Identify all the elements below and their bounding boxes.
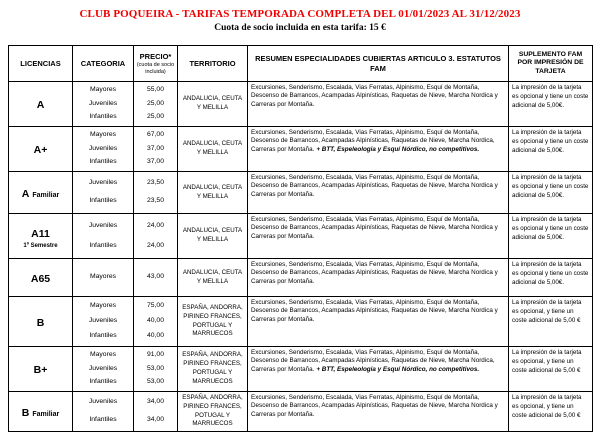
suplemento-cell: La impresión de la tarjeta es opcional y tiene un coste adicional de 5,00€. — [509, 82, 593, 127]
categoria-cell — [73, 82, 134, 127]
categoria-value: Infantiles — [89, 415, 117, 423]
categoria-cell — [73, 297, 134, 347]
precio-cell — [134, 347, 178, 392]
categoria-value: Infantiles — [89, 112, 117, 120]
precio-cell — [134, 172, 178, 214]
licencia-sublabel: Familiar — [32, 191, 60, 199]
territorio-cell: ANDALUCIA, CEUTA Y MELILLA — [178, 259, 248, 297]
precio-cell — [134, 297, 178, 347]
categoria-value: Juveniles — [88, 221, 118, 229]
categoria-value: Juveniles — [88, 99, 118, 107]
categoria-cell — [73, 347, 134, 392]
resumen-text: Excursiones, Senderismo, Escalada, Vias Ferratas, Alpinismo, Esquí de Montaña, Descenso de Barrancos, Acampadas Alpinísticas, Raquetas de Nieve, Marcha Nordica y Carreras por Montaña. — [251, 261, 498, 285]
col-header-licencias: LICENCIAS — [9, 46, 73, 82]
precio-value: 23,50 — [146, 178, 164, 186]
categoria-cell — [73, 214, 134, 259]
categoria-value: Juveniles — [88, 178, 118, 186]
precio-stack — [134, 261, 177, 294]
categoria-value: Juveniles — [88, 144, 118, 152]
categoria-cell — [73, 259, 134, 297]
categoria-value: Mayores — [89, 131, 117, 139]
territorio-cell: ESPAÑA, ANDORRA, PIRINEO FRANCES, PORTUGAL Y MARRUECOS — [178, 297, 248, 347]
precio-cell — [134, 259, 178, 297]
categoria-value: Infantiles — [89, 241, 117, 249]
territorio-cell: ANDALUCIA, CEUTA Y MELILLA — [178, 82, 248, 127]
resumen-cell — [248, 297, 509, 347]
precio-value: 24,00 — [146, 241, 164, 249]
resumen-text: Excursiones, Senderismo, Escalada, Vias Ferratas, Alpinismo, Esquí de Montaña, Descenso de Barrancos, Acampadas Alpinísticas, Raquetas de Nieve, Marcha Nordica y Carreras por Montaña. — [251, 299, 498, 323]
table-row — [9, 172, 593, 214]
precio-cell — [134, 214, 178, 259]
precio-value: 53,00 — [146, 364, 164, 372]
suplemento-cell: La impresión de la tarjeta es opcional y tiene un coste adicional de 5,00€. — [509, 172, 593, 214]
categoria-cell — [73, 172, 134, 214]
precio-header-note: (cuota de socio incluida) — [136, 62, 175, 75]
territorio-cell: ESPAÑA, ANDORRA, PIRINEO FRANCES, PORTUGAL Y MARRUECOS — [178, 347, 248, 392]
licencia-period-label: 1º Semestre — [23, 242, 58, 249]
categoria-value: Infantiles — [89, 157, 117, 165]
resumen-cell — [248, 392, 509, 432]
precio-value: 40,00 — [146, 332, 164, 340]
col-header-resumen: RESUMEN ESPECIALIDADES CUBIERTAS ARTICULO 3. ESTATUTOS FAM — [248, 46, 509, 82]
precio-stack — [134, 84, 177, 124]
resumen-text: Excursiones, Senderismo, Escalada, Vias Ferratas, Alpinismo, Esquí de Montaña, Descenso de Barrancos, Acampadas Alpinísticas, Raquetas de Nieve, Marcha Nordica y Carreras por Montaña. — [251, 84, 498, 108]
tariff-table — [8, 45, 593, 432]
precio-value: 25,00 — [146, 99, 164, 107]
licencia-sublabel: Familiar — [32, 410, 60, 418]
categoria-stack — [73, 299, 133, 344]
precio-stack — [134, 349, 177, 389]
precio-value: 23,50 — [146, 197, 164, 205]
precio-stack — [134, 299, 177, 344]
precio-value: 25,00 — [146, 112, 164, 120]
table-header-row — [9, 46, 593, 82]
table-row — [9, 392, 593, 432]
territorio-cell: ESPAÑA, ANDORRA, PIRINEO FRANCES, POTUGAL Y MARRUECOS — [178, 392, 248, 432]
precio-stack — [134, 129, 177, 169]
resumen-extra-text: + BTT, Espeleologia y Esquí Nórdico, no competitivos. — [316, 145, 480, 153]
resumen-text: Excursiones, Senderismo, Escalada, Vias Ferratas, Alpinismo, Esquí de Montaña, Descenso de Barrancos, Acampadas Alpinísticas, Raquetas de Nieve, Marcha Nordica, Carreras por Montaña. — [251, 349, 495, 373]
resumen-cell — [248, 127, 509, 172]
resumen-text: Excursiones, Senderismo, Escalada, Vias Ferratas, Alpinismo, Esquí de Montaña, Descenso de Barrancos, Acampadas Alpinísticas, Raquetas de Nieve, Marcha Nordica y Carreras por Montaña. — [251, 174, 498, 198]
licencia-cell — [9, 127, 73, 172]
precio-stack — [134, 174, 177, 211]
precio-value: 40,00 — [146, 317, 164, 325]
resumen-cell — [248, 347, 509, 392]
categoria-value: Juveniles — [88, 317, 118, 325]
licencia-cell — [9, 214, 73, 259]
categoria-stack — [73, 349, 133, 389]
territorio-cell: ANDALUCIA, CEUTA Y MELILLA — [178, 172, 248, 214]
precio-value: 37,00 — [146, 144, 164, 152]
categoria-stack — [73, 261, 133, 294]
licencia-label: A65 — [30, 272, 51, 285]
categoria-value: Infantiles — [89, 332, 117, 340]
categoria-value: Juveniles — [88, 364, 118, 372]
licencia-label: B — [21, 406, 30, 419]
precio-value: 34,00 — [146, 415, 164, 423]
precio-value: 67,00 — [146, 131, 164, 139]
table-row — [9, 347, 593, 392]
licencia-label: B+ — [33, 364, 48, 376]
precio-cell — [134, 82, 178, 127]
categoria-value: Infantiles — [89, 377, 117, 385]
suplemento-cell: La impresión de la tarjeta es opcional, y tiene un coste adicional de 5,00 € — [509, 347, 593, 392]
suplemento-cell: La impresión de la tarjeta es opcional y tiene un coste adicional de 5,00€. — [509, 214, 593, 259]
precio-value: 24,00 — [146, 221, 164, 229]
categoria-value: Mayores — [89, 351, 117, 359]
categoria-value: Mayores — [89, 86, 117, 94]
col-header-categoria: CATEGORIA — [73, 46, 134, 82]
precio-value: 75,00 — [146, 302, 164, 310]
categoria-stack — [73, 129, 133, 169]
categoria-value: Infantiles — [89, 197, 117, 205]
licencia-cell — [9, 172, 73, 214]
licencia-label: A11 — [31, 227, 50, 240]
licencia-label: A — [21, 187, 30, 200]
precio-value: 55,00 — [146, 86, 164, 94]
categoria-stack — [73, 216, 133, 256]
resumen-text: Excursiones, Senderismo, Escalada, Vias Ferratas, Alpinismo, Esquí de Montaña, Descenso de Barrancos, Acampadas Alpinísticas, Raquetas de Nieve, Marcha Nordica, Carreras por Montaña. — [251, 129, 495, 153]
table-row — [9, 127, 593, 172]
precio-cell — [134, 127, 178, 172]
precio-value: 53,00 — [146, 377, 164, 385]
resumen-text: Excursiones, Senderismo, Escalada, Vias Ferratas, Alpinismo, Esquí de Montaña, Descenso de Barrancos, Acampadas Alpinísticas, Raquetas de Nieve, Marcha Nordica y Carreras por Montaña. — [251, 216, 498, 240]
categoria-cell — [73, 127, 134, 172]
territorio-cell: ANDALUCIA, CEUTA Y MELILLA — [178, 127, 248, 172]
col-header-precio — [134, 46, 178, 82]
licencia-label: A+ — [33, 144, 48, 156]
table-row — [9, 214, 593, 259]
precio-cell — [134, 392, 178, 432]
categoria-cell — [73, 392, 134, 432]
table-row — [9, 82, 593, 127]
document-title: CLUB POQUEIRA - TARIFAS TEMPORADA COMPLETA DEL 01/01/2023 AL 31/12/2023 — [79, 8, 521, 20]
col-header-suplemento: SUPLEMENTO FAM POR IMPRESIÓN DE TARJETA — [509, 46, 593, 82]
table-row — [9, 297, 593, 347]
resumen-cell — [248, 172, 509, 214]
licencia-cell — [9, 347, 73, 392]
precio-value: 37,00 — [146, 157, 164, 165]
licencia-cell — [9, 392, 73, 432]
table-row — [9, 259, 593, 297]
precio-header-label: PRECIO* — [139, 51, 172, 61]
categoria-stack — [73, 174, 133, 211]
precio-value: 91,00 — [146, 351, 164, 359]
licencia-label: A — [36, 99, 45, 111]
categoria-stack — [73, 84, 133, 124]
categoria-value: Juveniles — [88, 398, 118, 406]
licencia-label: B — [36, 316, 45, 329]
resumen-extra-text: + BTT, Espeleologia y Esquí Nórdico, no competitivos. — [316, 365, 480, 373]
precio-stack — [134, 216, 177, 256]
licencia-cell — [9, 259, 73, 297]
table-body — [9, 82, 593, 432]
suplemento-cell: La impresión de la tarjeta es opcional, y tiene un coste adicional de 5,00 € — [509, 392, 593, 432]
document-subtitle: Cuota de socio incluida en esta tarifa: 15 € — [214, 23, 386, 33]
resumen-cell — [248, 82, 509, 127]
licencia-cell — [9, 297, 73, 347]
suplemento-cell: La impresión de la tarjeta es opcional y tiene un coste adicional de 5,00€. — [509, 259, 593, 297]
col-header-territorio: TERRITORIO — [178, 46, 248, 82]
resumen-cell — [248, 214, 509, 259]
resumen-cell — [248, 259, 509, 297]
suplemento-cell: La impresión de la tarjeta es opcional, y tiene un coste adicional de 5,00 € — [509, 297, 593, 347]
categoria-value: Mayores — [89, 302, 117, 310]
categoria-value: Mayores — [89, 273, 117, 281]
territorio-cell: ANDALUCIA, CEUTA Y MELILLA — [178, 214, 248, 259]
precio-value: 34,00 — [146, 398, 164, 406]
resumen-text: Excursiones, Senderismo, Escalada, Vias Ferratas, Alpinismo, Esquí de Montaña, Descenso de Barrancos, Acampadas Alpinísticas, Raquetas de Nieve, Marcha Nordica y Carreras por Montaña. — [251, 394, 498, 418]
licencia-cell — [9, 82, 73, 127]
suplemento-cell: La impresión de la tarjeta es opcional y tiene un coste adicional de 5,00€. — [509, 127, 593, 172]
precio-value: 43,00 — [146, 273, 164, 281]
